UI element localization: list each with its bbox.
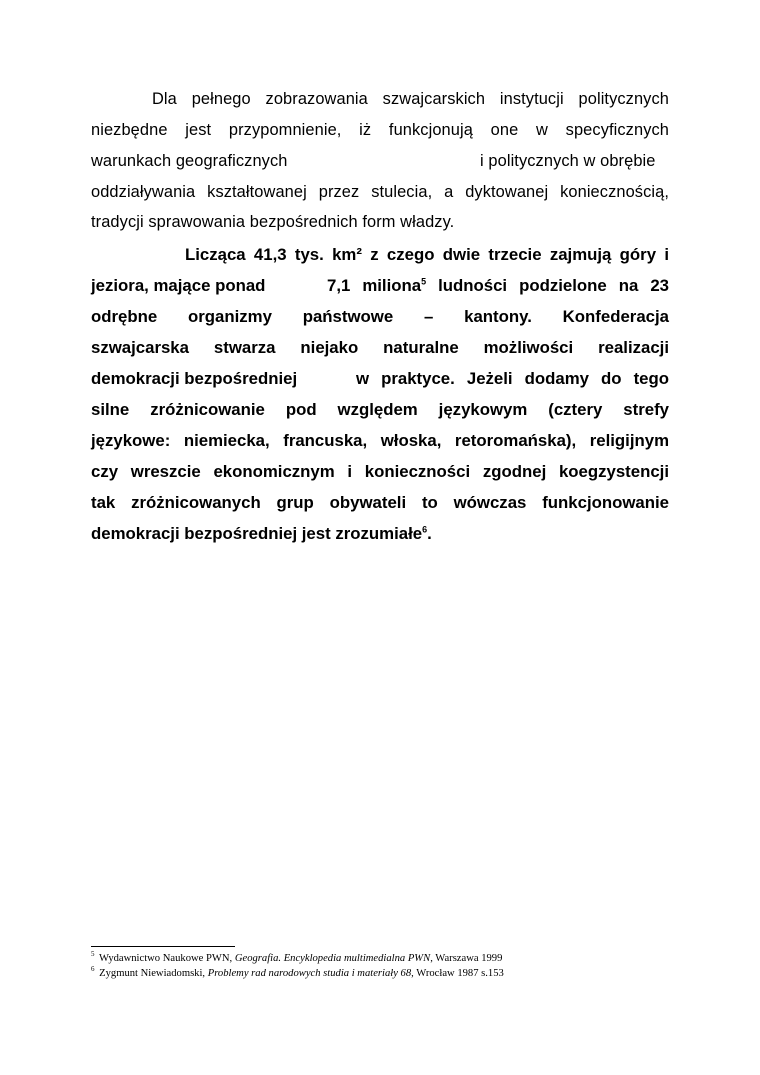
footnote-number: 6 bbox=[91, 965, 95, 974]
paragraph-2-line: szwajcarska stwarza niejako naturalne możliwości realizacji bbox=[91, 338, 669, 357]
footnote-text: Wrocław 1987 s.153 bbox=[413, 968, 504, 979]
paragraph-2-line bbox=[91, 276, 669, 298]
paragraph-2-line: odrębne organizmy państwowe – kantony. Konfederacja bbox=[91, 307, 669, 326]
paragraph-1-line: tradycji sprawowania bezpośrednich form władzy. bbox=[91, 213, 455, 231]
paragraph-1-line: oddziaływania kształtowanej przez stulecia, a dyktowanej koniecznością, bbox=[91, 183, 669, 201]
paragraph-2-line-segment bbox=[327, 276, 669, 296]
paragraph-1-line-segment: warunkach geograficznych bbox=[91, 152, 288, 170]
text-run: 7,1 miliona bbox=[327, 276, 422, 295]
paragraph-2-line bbox=[91, 524, 669, 544]
footnote-title: Geografia. Encyklopedia multimedialna PWN bbox=[234, 953, 431, 964]
paragraph-2-line: tak zróżnicowanych grup obywateli to wówczas funkcjonowanie bbox=[91, 493, 669, 512]
paragraph-2-line: silne zróżnicowanie pod względem językowym (cztery strefy bbox=[91, 400, 669, 419]
paragraph-2-line bbox=[91, 369, 669, 391]
footnote-title: Problemy rad narodowych studia i materiały 68, bbox=[207, 968, 414, 979]
paragraph-1-line-segment: i politycznych w obrębie bbox=[480, 152, 656, 170]
footnote-separator bbox=[91, 946, 235, 947]
text-run: . bbox=[427, 524, 432, 543]
paragraph-2-line: językowe: niemiecka, francuska, włoska, retoromańska), religijnym bbox=[91, 431, 669, 450]
text-run: ludności podzielone na 23 bbox=[426, 276, 669, 295]
footnote-ref-5[interactable]: 5 bbox=[421, 276, 427, 287]
footnote-number: 5 bbox=[91, 950, 95, 959]
paragraph-2-line: Licząca 41,3 tys. km² z czego dwie trzecie zajmują góry i bbox=[185, 245, 669, 264]
footnote-text: Wydawnictwo Naukowe PWN, bbox=[96, 953, 235, 964]
paragraph-2-line-segment: jeziora, mające ponad bbox=[91, 276, 266, 295]
footnote-text: Zygmunt Niewiadomski, bbox=[96, 968, 208, 979]
paragraph-2-line: czy wreszcie ekonomicznym i konieczności zgodnej koegzystencji bbox=[91, 462, 669, 481]
paragraph-1-line: niezbędne jest przypomnienie, iż funkcjonują one w specyficznych bbox=[91, 121, 669, 139]
footnote-text: , Warszawa 1999 bbox=[430, 953, 503, 964]
paragraph-1-line bbox=[91, 152, 669, 172]
footnote-ref-6[interactable]: 6 bbox=[422, 524, 428, 535]
paragraph-2-line-segment: demokracji bezpośredniej bbox=[91, 369, 298, 388]
paragraph-2-line-segment: w praktyce. Jeżeli dodamy do tego bbox=[356, 369, 669, 388]
text-run: demokracji bezpośredniej jest zrozumiałe bbox=[91, 524, 423, 543]
paragraph-1-line: Dla pełnego zobrazowania szwajcarskich instytucji politycznych bbox=[152, 90, 669, 108]
footnote-6 bbox=[91, 965, 504, 979]
footnote-5 bbox=[91, 950, 503, 964]
